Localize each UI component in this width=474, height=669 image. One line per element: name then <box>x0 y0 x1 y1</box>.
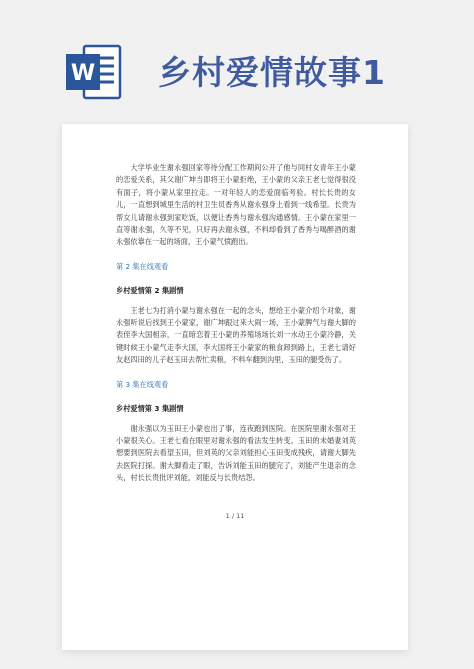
episode-2-paragraph: 王老七为打消小蒙与谢永强在一起的念头，想给王小蒙介绍个对象，谢永强听说后找到王小蒙家，谢广坤跟过来大闹一场，王小蒙脾气与谢大脚的表侄李大国相亲，一直暗恋着王小蒙的养殖场场长刘一水动王小蒙冷静，关键时候王小蒙气走李大国，李大国将王小蒙家的粮食卸到路上，王老七请好友赵四田的儿子赵玉田去帮忙卖粮，不料车翻到沟里，玉田的腿受伤了。 <box>116 305 356 365</box>
episode-3-paragraph: 谢永强以为玉田王小蒙也出了事，连夜跑到医院。在医院里谢永强对王小蒙很关心。王老七看在眼里对谢永强的看法发生转变。玉田的未婚妻刘英想要到医院去看望玉田，但刘英的父亲刘能担心玉田变成残疾，请谢大脚先去医院打探。谢大脚看走了眼，告诉刘能玉田的腿完了，刘能产生退亲的念头，村长长贵批评刘能，刘能反与长贵结怨。 <box>116 423 356 483</box>
episode-3-heading: 乡村爱情第 3 集剧情 <box>116 404 184 414</box>
word-document-icon <box>64 42 124 102</box>
episode-2-heading: 乡村爱情第 2 集剧情 <box>116 286 184 296</box>
page-content <box>116 162 356 485</box>
header <box>0 0 474 120</box>
page-number: 1 / 11 <box>225 512 245 520</box>
word-icon-letter: W <box>70 61 96 86</box>
intro-paragraph: 大学毕业生谢永强回家等待分配工作期间公开了他与同村女青年王小蒙的恋爱关系，其父谢广坤当即将王小蒙拒绝，王小蒙的父亲王老七觉得很没有面子，将小蒙从家里拉走。一对年轻人的恋爱面临考验。村长长贵的女儿，一直想到城里生活的村卫生员香秀从谢永强身上看到一线希望。长贵为帮女儿请谢永强到家吃饭，以便让香秀与谢永强沟通感情。王小蒙在家里一直等谢永强，久等不见，只好再去谢永强，不料却看到了香秀与喝醉酒的谢永强依靠在一起的场面，王小蒙气愤跑出。 <box>116 163 356 247</box>
document-title: 乡村爱情故事1 <box>158 53 386 92</box>
document-page <box>62 124 408 650</box>
episode-2-watch-link[interactable]: 第 2 集在线观看 <box>116 261 169 271</box>
episode-3-watch-link[interactable]: 第 3 集在线观看 <box>116 379 169 389</box>
